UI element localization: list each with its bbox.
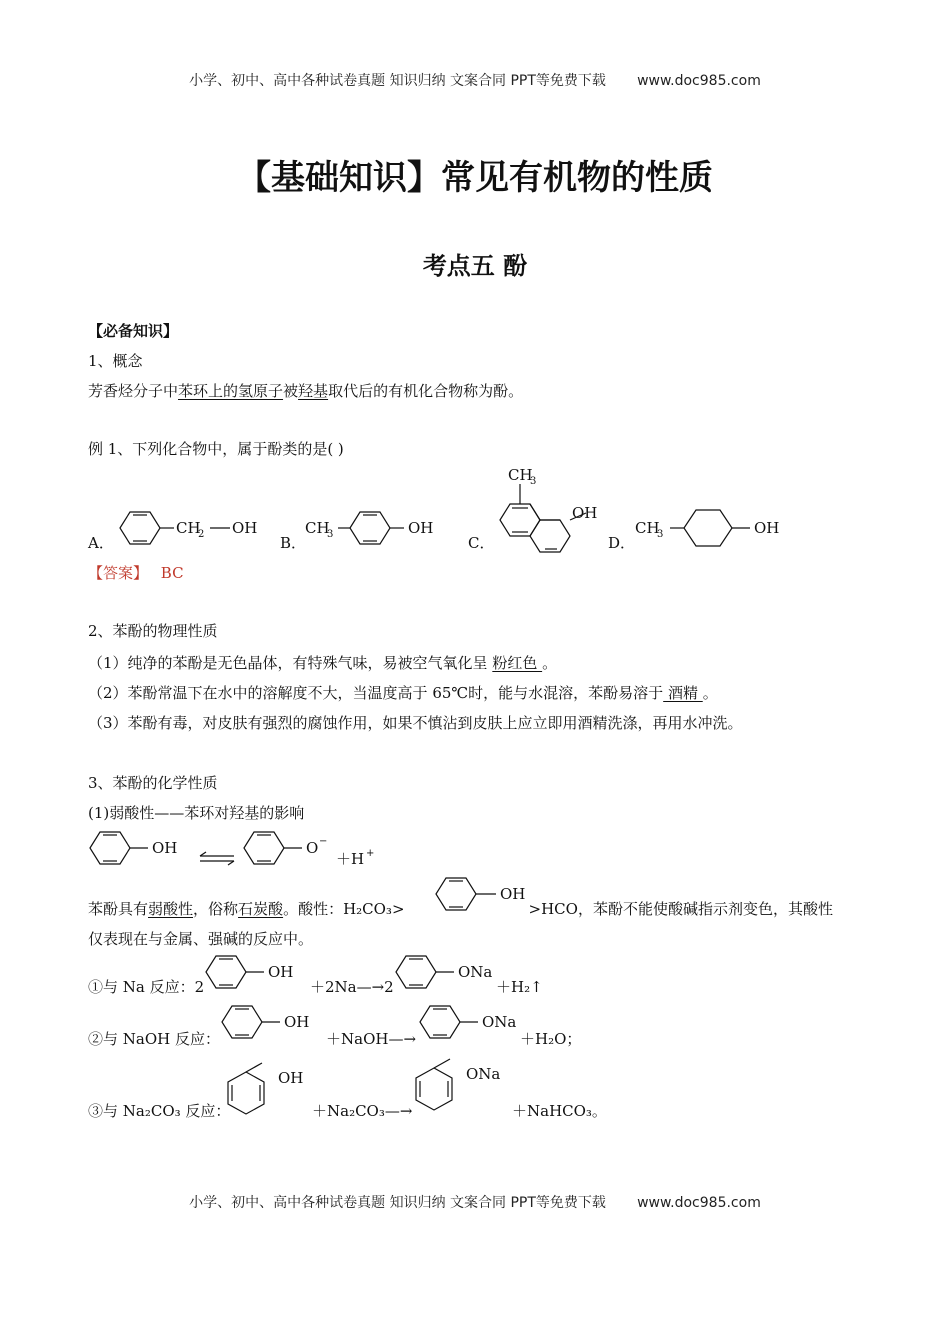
reaction-2-phenoxide — [418, 1000, 524, 1044]
chemical-heading: 3、苯酚的化学性质 — [88, 774, 218, 792]
page-footer — [0, 1192, 950, 1212]
example-question: 例 1、下列化合物中，属于酚类的是( ) — [88, 440, 344, 458]
concept-heading: 1、概念 — [88, 352, 143, 370]
physical-heading: 2、苯酚的物理性质 — [88, 622, 218, 640]
ona-text: ONa — [458, 963, 493, 981]
ch3-subscript: 3 — [657, 529, 664, 540]
acid-line-2: 仅表现在与金属、强碱的反应中。 — [88, 930, 314, 948]
page-header — [0, 70, 950, 90]
footer-url[interactable]: www.doc985.com — [637, 1195, 761, 1211]
physical-line-1 — [88, 652, 557, 673]
option-c-structure — [490, 460, 620, 555]
oh-text: OH — [284, 1013, 310, 1031]
reaction-1-mid: ＋2Na—→2 — [310, 978, 394, 996]
physical-key-solvent: 酒精 — [663, 684, 703, 702]
ch3-subscript: 3 — [530, 476, 537, 487]
ch3-text: CH — [508, 466, 533, 484]
reaction-1-phenol — [204, 950, 310, 994]
reaction-2-phenol — [220, 1000, 326, 1044]
header-url[interactable]: www.doc985.com — [637, 73, 761, 89]
page-title: 【基础知识】常见有机物的性质 — [237, 158, 713, 198]
oh-text: OH — [232, 519, 258, 537]
physical-text: 。 — [542, 654, 558, 672]
reaction-1-post: ＋H₂↑ — [496, 978, 543, 996]
ch3-text: CH — [305, 519, 330, 537]
acid-key-2: 石炭酸 — [238, 900, 284, 918]
chemical-sub-1: (1)弱酸性——苯环对羟基的影响 — [88, 804, 305, 822]
reaction-1-pre: ①与 Na 反应：2 — [88, 978, 205, 996]
ona-text: ONa — [466, 1065, 501, 1083]
oh-text: OH — [572, 504, 598, 522]
footer-text: 小学、初中、高中各种试卷真题 知识归纳 文案合同 PPT等免费下载 — [189, 1195, 606, 1211]
oh-text: OH — [408, 519, 434, 537]
phenol-structure — [430, 874, 554, 916]
plus-sign: + — [366, 848, 375, 859]
phenoxide-o: O — [306, 839, 319, 857]
oh-text: OH — [278, 1069, 304, 1087]
concept-text: 取代后的有机化合物称为酚。 — [328, 382, 524, 400]
physical-line-3: （3）苯酚有毒，对皮肤有强烈的腐蚀作用，如果不慎沾到皮肤上应立即用酒精洗涤，再用水冲洗。 — [88, 714, 743, 732]
section-label: 【必备知识】 — [88, 322, 179, 340]
option-a-structure — [110, 500, 270, 550]
acid-text: 。酸性：H₂CO₃> — [283, 900, 405, 918]
reaction-2-post: ＋H₂O； — [520, 1030, 582, 1048]
reaction-3-phenoxide — [414, 1056, 524, 1120]
oh-text: OH — [754, 519, 780, 537]
h-ion: ＋H — [336, 850, 365, 868]
physical-text: 。 — [702, 684, 718, 702]
page-subtitle: 考点五 酚 — [422, 252, 528, 280]
acid-text: >HCO，苯酚不能使酸碱指示剂变色，其酸性 — [528, 900, 833, 918]
option-c-label: C． — [468, 534, 495, 552]
minus-sign: − — [319, 836, 328, 847]
oh-text: OH — [268, 963, 294, 981]
concept-text: 芳香烃分子中 — [88, 382, 179, 400]
ch2-text: CH — [176, 519, 201, 537]
answer-line — [88, 562, 184, 583]
reaction-3-mid: ＋Na₂CO₃—→ — [312, 1102, 413, 1120]
acid-text: 苯酚具有 — [88, 900, 149, 918]
reaction-1-phenoxide — [394, 950, 500, 994]
ch2-subscript: 2 — [198, 529, 205, 540]
option-b-structure — [300, 500, 460, 550]
concept-paragraph — [88, 380, 523, 401]
reaction-3-phenol — [226, 1060, 326, 1124]
option-b-label: B． — [280, 534, 307, 552]
acid-text: ，俗称 — [193, 900, 239, 918]
ch3-text: CH — [635, 519, 660, 537]
physical-key-color: 粉红色 — [492, 654, 543, 672]
ona-text: ONa — [482, 1013, 517, 1031]
reaction-3-post: ＋NaHCO₃。 — [512, 1102, 607, 1120]
physical-text: （1）纯净的苯酚是无色晶体，有特殊气味，易被空气氧化呈 — [88, 654, 493, 672]
ch3-subscript: 3 — [327, 529, 334, 540]
physical-text: （2）苯酚常温下在水中的溶解度不大，当温度高于 65℃时，能与水混溶，苯酚易溶于 — [88, 684, 664, 702]
concept-text: 被 — [283, 382, 299, 400]
reaction-2-pre: ②与 NaOH 反应： — [88, 1030, 220, 1048]
acid-key-1: 弱酸性 — [148, 900, 194, 918]
answer-value: BC — [160, 564, 184, 582]
concept-key-2: 羟基 — [298, 382, 329, 400]
header-text: 小学、初中、高中各种试卷真题 知识归纳 文案合同 PPT等免费下载 — [189, 73, 606, 89]
reaction-2-mid: ＋NaOH—→ — [326, 1030, 417, 1048]
option-d-label: D． — [608, 534, 636, 552]
oh-text: OH — [152, 839, 178, 857]
ionization-equation — [88, 826, 388, 876]
physical-line-2 — [88, 682, 718, 703]
concept-key-1: 苯环上的氢原子 — [178, 382, 284, 400]
reaction-3-pre: ③与 Na₂CO₃ 反应： — [88, 1102, 231, 1120]
oh-text: OH — [500, 885, 526, 903]
option-d-structure — [632, 500, 802, 555]
answer-label: 【答案】 — [88, 564, 149, 582]
option-a-label: A． — [88, 534, 114, 552]
